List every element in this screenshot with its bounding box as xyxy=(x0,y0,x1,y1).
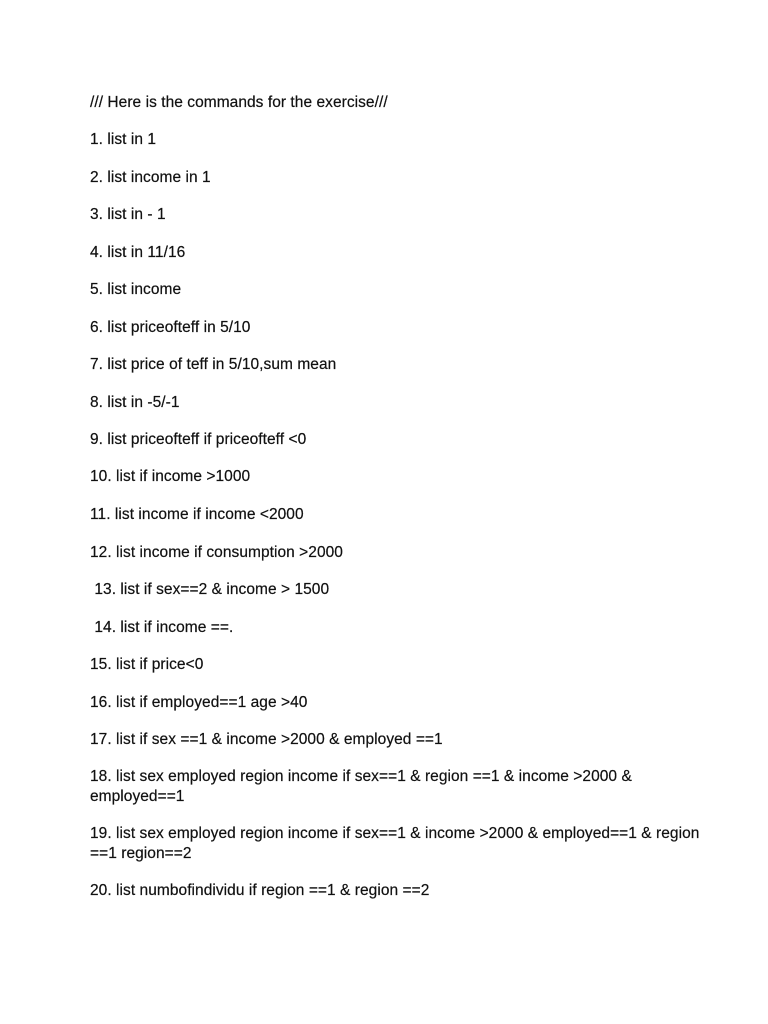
command-line-15: 15. list if price<0 xyxy=(90,656,204,673)
command-line-7: 7. list price of teff in 5/10,sum mean xyxy=(90,356,337,373)
command-line-13: 13. list if sex==2 & income > 1500 xyxy=(90,581,330,598)
command-line-5: 5. list income xyxy=(90,281,182,298)
command-line-10: 10. list if income >1000 xyxy=(90,468,251,485)
command-line-16: 16. list if employed==1 age >40 xyxy=(90,694,308,711)
command-line-3: 3. list in - 1 xyxy=(90,206,166,223)
command-line-11: 11. list income if income <2000 xyxy=(90,506,304,523)
command-line-8: 8. list in -5/-1 xyxy=(90,394,180,411)
command-line-12: 12. list income if consumption >2000 xyxy=(90,544,343,561)
command-line-17: 17. list if sex ==1 & income >2000 & employed ==1 xyxy=(90,731,443,748)
command-line-20: 20. list numbofindividu if region ==1 & region ==2 xyxy=(90,882,430,899)
command-line-2: 2. list income in 1 xyxy=(90,169,211,186)
command-line-18: 18. list sex employed region income if sex==1 & region ==1 & income >2000 & employed==1 xyxy=(90,768,637,805)
command-line-1: 1. list in 1 xyxy=(90,131,157,148)
command-line-6: 6. list priceofteff in 5/10 xyxy=(90,319,251,336)
document-heading: /// Here is the commands for the exercise/// xyxy=(90,94,388,111)
command-line-14: 14. list if income ==. xyxy=(90,619,234,636)
command-line-9: 9. list priceofteff if priceofteff <0 xyxy=(90,431,307,448)
command-line-19: 19. list sex employed region income if sex==1 & income >2000 & employed==1 & region ==1 region==2 xyxy=(90,825,704,862)
command-line-4: 4. list in 11/16 xyxy=(90,244,186,261)
